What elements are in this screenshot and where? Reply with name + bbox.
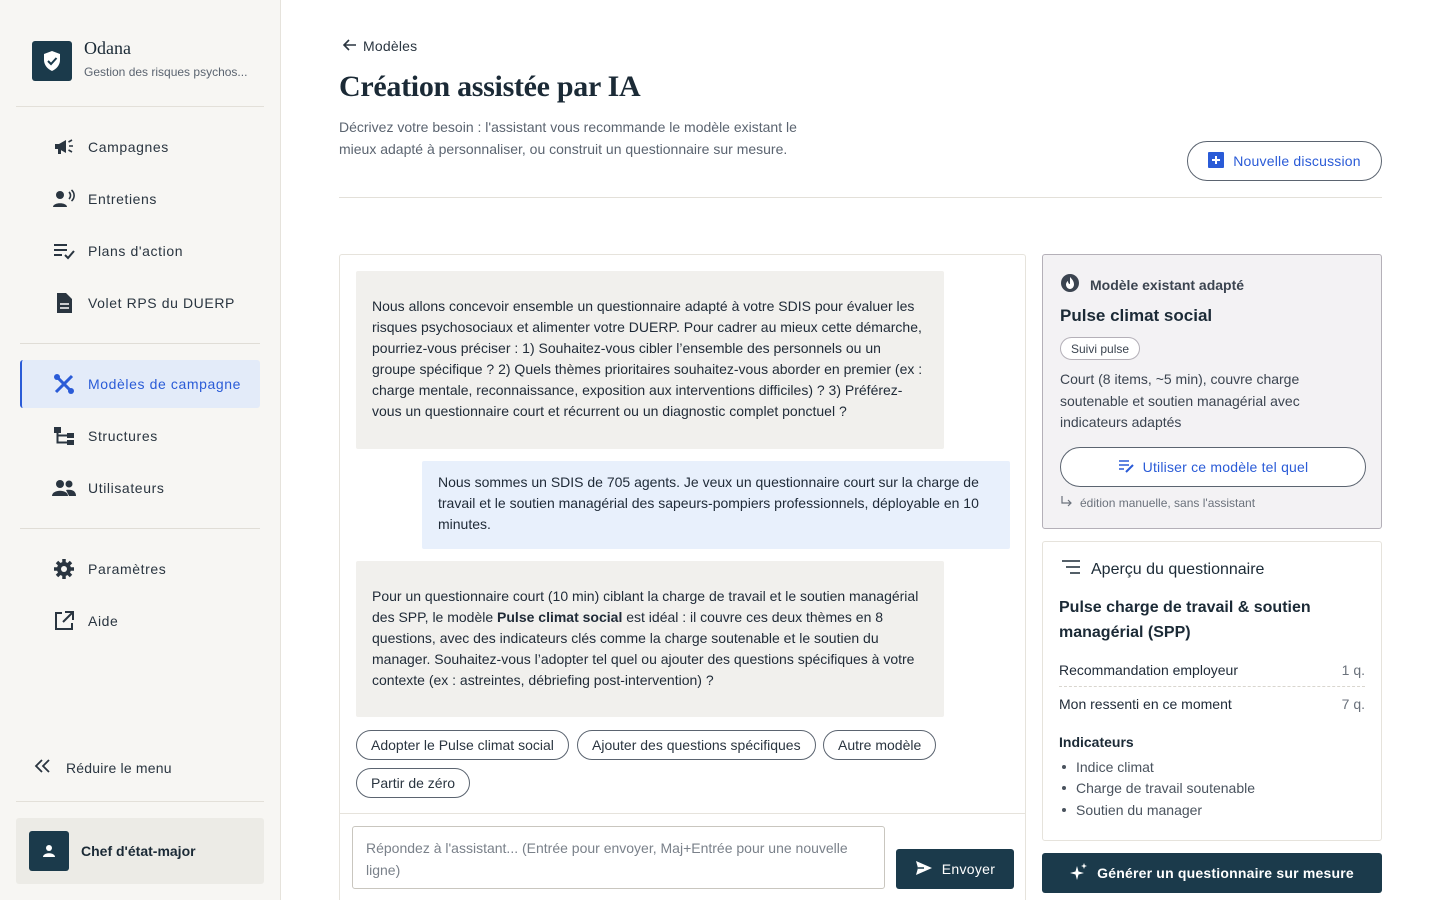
preview-heading (1061, 560, 1264, 579)
header-divider (339, 197, 1382, 198)
edit-list-icon (1118, 459, 1134, 476)
model-tag: Suivi pulse (1060, 337, 1140, 360)
message-text: est idéal : il couvre ces deux thèmes en 8 questions, avec des indicateurs clés comme la charge soutenable et le soutien du manager. Souhaitez-vous l’adopter tel quel ou ajouter des questions spécifiques à votre contexte (ex : astreintes, débriefing post-intervention) ? (372, 609, 915, 688)
indicator-label: Soutien du manager (1076, 802, 1203, 818)
use-model-button[interactable] (1060, 447, 1366, 487)
send-icon (915, 860, 933, 879)
sidebar-item-label: Entretiens (88, 191, 158, 207)
send-label: Envoyer (941, 861, 996, 877)
message-text: Pour un questionnaire court (10 min) ciblant la charge de travail et le soutien managérial des SPP, le modèle (372, 588, 919, 625)
section-count: 1 q. (1341, 661, 1365, 678)
new-discussion-label: Nouvelle discussion (1233, 153, 1361, 169)
generate-questionnaire-button[interactable] (1042, 853, 1382, 893)
model-card-heading-label: Modèle existant adapté (1090, 276, 1245, 293)
sidebar-item-parametres[interactable] (20, 545, 260, 593)
double-chevron-left-icon (34, 759, 52, 778)
new-discussion-button[interactable] (1187, 141, 1382, 181)
section-name: Recommandation employeur (1059, 661, 1238, 678)
sidebar-item-label: Aide (88, 613, 119, 629)
sidebar-item-label: Paramètres (88, 561, 167, 577)
use-model-label: Utiliser ce modèle tel quel (1142, 459, 1309, 475)
avatar (29, 831, 69, 871)
gear-icon (52, 557, 76, 581)
preview-title: Pulse charge de travail & soutien managérial (SPP) (1059, 599, 1311, 641)
indicator-item (1059, 759, 1359, 775)
users-icon (52, 476, 76, 500)
person-voice-icon (52, 187, 76, 211)
brand-name: Odana (84, 38, 131, 58)
sidebar-item-plans-action[interactable] (20, 227, 260, 275)
nav-divider (20, 528, 260, 529)
indicator-item (1059, 802, 1359, 818)
sidebar-item-label: Plans d'action (88, 243, 184, 259)
sidebar-item-aide[interactable] (20, 597, 260, 645)
model-name-highlight: Pulse climat social (497, 609, 623, 625)
corner-arrow-icon (1060, 495, 1072, 510)
sidebar-item-volet-rps[interactable] (20, 279, 260, 327)
sidebar (0, 0, 281, 900)
manual-edit-label: édition manuelle, sans l'assistant (1080, 495, 1256, 510)
checklist-icon (52, 239, 76, 263)
section-count: 7 q. (1341, 695, 1365, 712)
external-link-icon (52, 609, 76, 633)
user-profile[interactable] (16, 818, 264, 884)
generate-label: Générer un questionnaire sur mesure (1097, 865, 1354, 881)
nav-divider (20, 343, 260, 344)
indicator-label: Charge de travail soutenable (1076, 780, 1256, 796)
model-description: Court (8 items, ~5 min), couvre charge soutenable et soutien managérial avec indicateurs adaptés (1060, 371, 1300, 430)
hierarchy-icon (52, 424, 76, 448)
design-tools-icon (52, 372, 76, 396)
back-link[interactable] (343, 38, 417, 54)
model-card-heading (1060, 273, 1244, 296)
section-name: Mon ressenti en ce moment (1059, 695, 1232, 712)
sidebar-item-utilisateurs[interactable] (20, 464, 260, 512)
back-link-label: Modèles (363, 38, 418, 54)
fire-icon (1060, 273, 1080, 296)
megaphone-icon (52, 135, 76, 159)
indicator-item (1059, 780, 1359, 796)
suggestion-chip[interactable]: Partir de zéro (356, 768, 470, 798)
sidebar-item-label: Structures (88, 428, 158, 444)
user-message: Nous sommes un SDIS de 705 agents. Je veux un questionnaire court sur la charge de travail et le soutien managérial des sapeurs-pompiers professionnels, déployable en 10 minutes. (422, 461, 1010, 549)
collapse-menu-label: Réduire le menu (66, 760, 172, 776)
list-icon (1061, 560, 1081, 579)
brand (16, 24, 264, 107)
add-chat-icon (1208, 152, 1224, 171)
assistant-message (356, 561, 944, 717)
suggestion-chip[interactable]: Autre modèle (823, 730, 936, 760)
indicator-label: Indice climat (1076, 759, 1154, 775)
sidebar-item-label: Campagnes (88, 139, 169, 155)
page-description: Décrivez votre besoin : l'assistant vous recommande le modèle existant le mieux adapté à personnaliser, ou construit un questionnaire sur mesure. (339, 119, 797, 157)
shield-check-icon (32, 41, 72, 81)
sidebar-item-structures[interactable] (20, 412, 260, 460)
indicators-title: Indicateurs (1059, 734, 1134, 750)
sidebar-item-entretiens[interactable] (20, 175, 260, 223)
sidebar-item-label: Utilisateurs (88, 480, 165, 496)
document-icon (52, 291, 76, 315)
suggestion-chip[interactable]: Adopter le Pulse climat social (356, 730, 569, 760)
manual-edit-note (1060, 495, 1255, 510)
preview-heading-label: Aperçu du questionnaire (1091, 560, 1265, 578)
questionnaire-preview (1042, 541, 1382, 841)
suggestion-chip[interactable]: Ajouter des questions spécifiques (577, 730, 816, 760)
recommended-model-card (1042, 254, 1382, 529)
sidebar-item-campagnes[interactable] (20, 123, 260, 171)
brand-subtitle: Gestion des risques psychos... (84, 65, 248, 79)
sidebar-item-modeles-campagne[interactable] (20, 360, 260, 408)
bullet (1062, 765, 1066, 769)
preview-section-row (1059, 687, 1365, 720)
collapse-menu-button[interactable] (20, 744, 260, 792)
reply-input[interactable]: Répondez à l'assistant... (Entrée pour envoyer, Maj+Entrée pour une nouvelle ligne) (352, 826, 885, 889)
sidebar-item-label: Volet RPS du DUERP (88, 295, 235, 311)
assistant-message: Nous allons concevoir ensemble un questionnaire adapté à votre SDIS pour évaluer les risques psychosociaux et alimenter votre DUERP. Pour cadrer au mieux cette démarche, pourriez-vous préciser : 1) Souhaitez-vous cibler l’ensemble des personnels ou un groupe spécifique ? 2) Quels thèmes prioritaires souhaitez-vous aborder en premier (ex : charge mentale, reconnaissance, exposition aux interventions difficiles) ? 3) Préférez-vous un questionnaire court et récurrent ou un diagnostic complet ponctuel ? (356, 271, 944, 449)
model-title: Pulse climat social (1060, 306, 1213, 325)
chat-panel (339, 254, 1026, 900)
arrow-left-icon (343, 38, 357, 54)
send-button[interactable] (896, 849, 1014, 889)
bullet (1062, 786, 1066, 790)
bullet (1062, 808, 1066, 812)
preview-section-row (1059, 653, 1365, 686)
page-title: Création assistée par IA (339, 70, 641, 103)
user-name: Chef d'état-major (81, 843, 196, 859)
sparkles-icon (1070, 863, 1088, 884)
sidebar-item-label: Modèles de campagne (88, 376, 242, 392)
user-divider (16, 801, 264, 802)
chat-divider (340, 813, 1025, 814)
